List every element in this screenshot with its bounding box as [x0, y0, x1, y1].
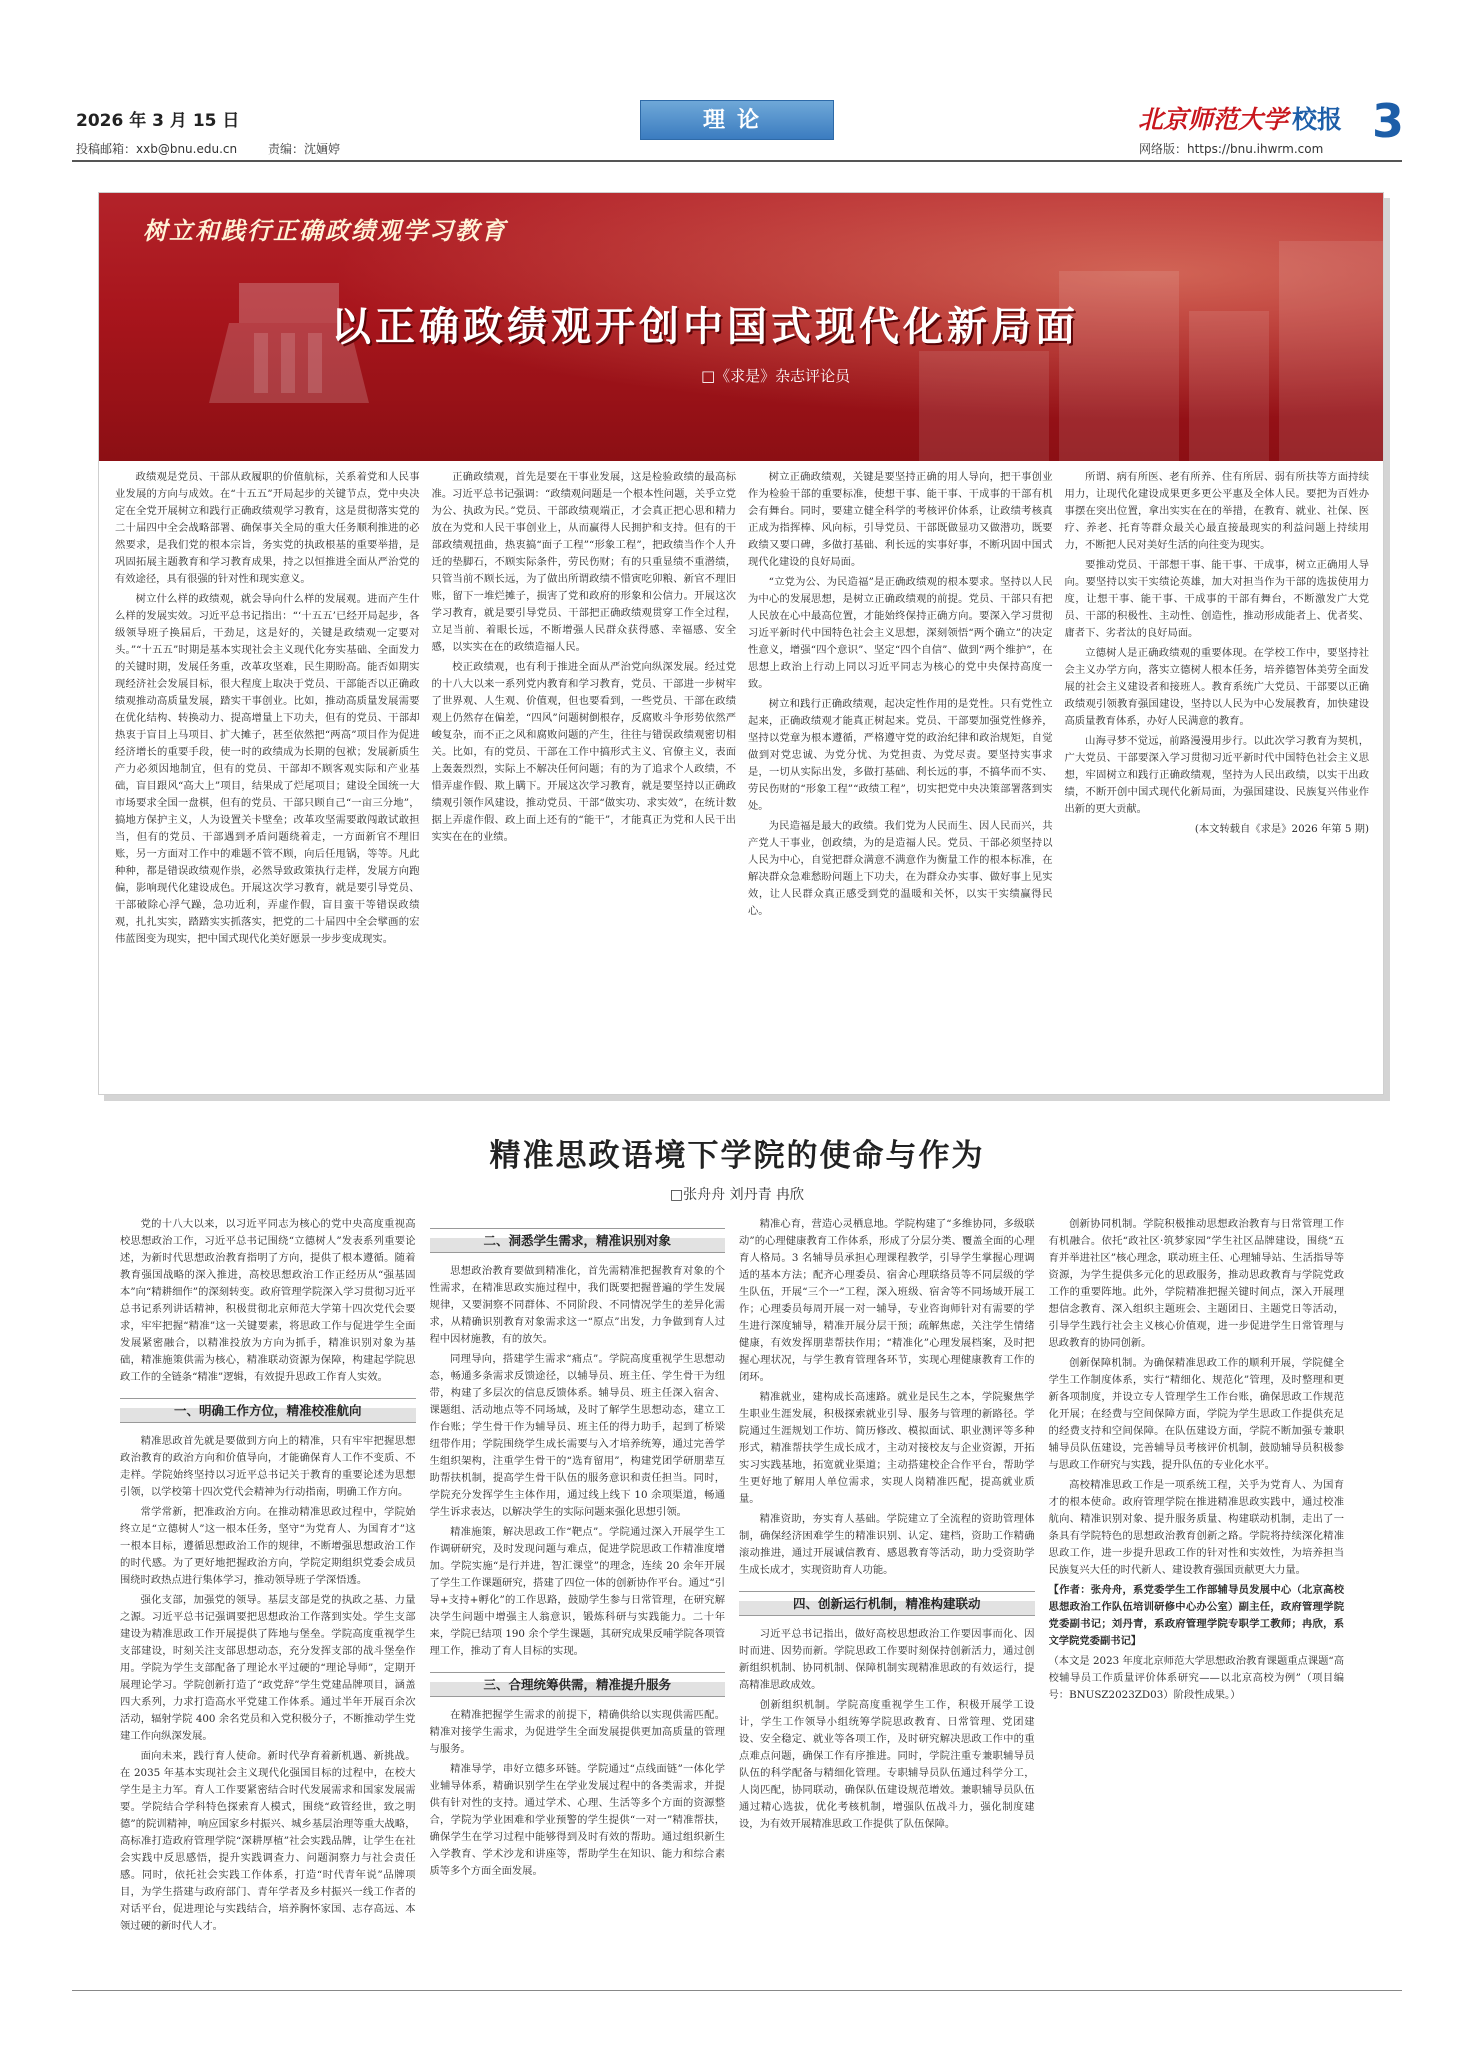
page-number: 3 [1371, 94, 1404, 148]
bottom-rule [72, 1990, 1402, 1991]
article-column [739, 1216, 1035, 1936]
paragraph: 精准资助，夯实育人基础。学院建立了全流程的资助管理体制，确保经济困难学生的精准识别、认定、建档，资助工作精确滚动推进，通过开展诚信教育、感恩教育等活动，助力受资助学生成长成才，实现资助育人功能。 [739, 1513, 1035, 1576]
series-title: 树立和践行正确政绩观学习教育 [143, 217, 507, 245]
masthead-rule [72, 160, 1402, 162]
paragraph: 面向未来，践行育人使命。新时代孕育着新机遇、新挑战。在 2035 年基本实现社会主义现代化强国目标的过程中，在校大学生是主力军。育人工作要紧密结合时代发展需求和国家发展需要。学院结合学科特色探索育人模式，围绕“政管经世，致之明德”的院训精神，响应国家乡村振兴、城乡基层治理等重大战略，高标准打造政府管理学院“深耕厚植”社会实践品牌，让学生在社会实践中反思感悟，提升实践调查力、问题洞察力与社会责任感。同时，依托社会实践工作体系，打造“时代青年说”品牌项目，为学生搭建与政府部门、青年学者及乡村振兴一线工作者的对话平台，促进理论与实践结合，培养胸怀家国、志存高远、本领过硬的新时代人才。 [120, 1750, 416, 1932]
banner-building [1189, 311, 1269, 461]
paragraph: 高校精准思政工作是一项系统工程，关乎为党育人、为国育才的根本使命。政府管理学院在推进精准思政实践中，通过校准航向、精准识别对象、提升服务质量、构建联动机制，走出了一条具有学院特色的思想政治教育创新之路。学院将持续深化精准思政工作，进一步提升思政工作的针对性和实效性，为培养担当民族复兴大任的时代新人、建设教育强国贡献更大力量。 [1048, 1479, 1344, 1576]
paragraph: 立德树人是正确政绩观的重要体现。在学校工作中，要坚持社会主义办学方向，落实立德树人根本任务，培养德智体美劳全面发展的社会主义建设者和接班人。教育系统广大党员、干部要以正确政绩观引领教育强国建设，坚持以人民为中心发展教育，加快建设高质量教育体系，办好人民满意的教育。 [1064, 647, 1369, 727]
paragraph: 要推动党员、干部想干事、能干事、干成事，树立正确用人导向。要坚持以实干实绩论英雄，加大对担当作为干部的选拔使用力度，让想干事、能干事、干成事的干部有舞台，不断激发广大党员、干部的积极性、主动性、创造性，推动形成能者上、优者奖、庸者下、劣者汰的良好局面。 [1064, 559, 1369, 639]
paragraph: “立党为公、为民造福”是正确政绩观的根本要求。坚持以人民为中心的发展思想，是树立正确政绩观的前提。党员、干部只有把人民放在心中最高位置，才能始终保持正确方向。要深入学习贯彻习近平新时代中国特色社会主义思想，深刻领悟“两个确立”的决定性意义，增强“四个意识”、坚定“四个自信”、做到“两个维护”，在思想上政治上行动上同以习近平同志为核心的党中央保持高度一致。 [748, 576, 1053, 690]
source-credit: (本文转载自《求是》2026 年第 5 期) [1194, 823, 1369, 835]
article-column [1049, 1216, 1345, 1936]
section-heading: 四、创新运行机制，精准构建联动 [739, 1591, 1035, 1616]
paragraph: 精准心育，营造心灵栖息地。学院构建了“多维协同，多级联动”的心理健康教育工作体系，形成了分层分类、覆盖全面的心理育人格局。3 名辅导员承担心理课程教学，引导学生掌握心理调适的基本方法；配齐心理委员、宿舍心理联络员等不同层级的学生队伍，开展“三个一”工程，深入班级、宿舍等不同场域开展工作；心理委员每周开展一对一辅导，专业咨询师针对有需要的学生进行深度辅导，精准开展分层干预；疏解焦虑，关注学生情绪健康，有效发挥朋辈帮扶作用；“精准化”心理发展档案，及时把握心理状况，与学生教育管理各环节，实现心理健康教育工作的闭环。 [739, 1218, 1035, 1383]
paragraph: 强化支部，加强党的领导。基层支部是党的执政之基、力量之源。习近平总书记强调要把思想政治工作落到实处。学生支部建设为精准思政工作开展提供了阵地与堡垒。学院高度重视学生支部建设，时刻关注支部思想动态，充分发挥支部的战斗堡垒作用。学院为学生支部配备了理论水平过硬的“理论导师”，定期开展理论学习。学院创新打造了“政党辞”学生党建品牌项目，涵盖四大系列，力求打造高水平党建工作体系。通过半年开展百余次活动，辐射学院 400 余名党员和入党积极分子，不断推动学生党建工作向纵深发展。 [120, 1594, 416, 1742]
feature-article [98, 192, 1384, 1095]
article-headline: 精准思政语境下学院的使命与作为 [489, 1138, 985, 1174]
paragraph: 精准施策，解决思政工作“靶点”。学院通过深入开展学生工作调研研究，及时发现问题与难点，促进学院思政工作精准度增加。学院实施“是行并进，智汇课堂”的理念，连续 20 余年开展了学生工作课题研究，搭建了四位一体的创新协作平台。通过“引导+支持+孵化”的工作思路，鼓励学生参与日常管理，在研究解决学生问题中增强主人翁意识，锻炼科研与实践能力。二十年来，学院已结项 190 余个学生课题，其研究成果反哺学院各项管理工作，推动了育人目标的实现。 [429, 1526, 725, 1657]
feature-column [115, 469, 420, 1089]
paragraph: 思想政治教育要做到精准化，首先需精准把握教育对象的个性需求，在精准思政实施过程中，我们既要把握普遍的学生发展规律，又要洞察不同群体、不同阶段、不同情况学生的差异化需求，从精确识别教育对象需求这一“原点”出发，力争做到育人过程中因材施教，有的放矢。 [429, 1265, 725, 1345]
banner-building [1279, 241, 1383, 461]
paragraph: 同理导向，搭建学生需求“痛点”。学院高度重视学生思想动态，畅通多条需求反馈途径，以辅导员、班主任、学生骨干为纽带，构建了多层次的信息反馈体系。辅导员、班主任深入宿舍、课题组、活动地点等不同场域，及时了解学生思想动态，建立工作台账；学生骨干作为辅导员、班主任的得力助手，起到了桥梁纽带作用；学院围绕学生成长需要与入才培养统筹，通过完善学生组织架构，注重学生骨干的“选育留用”，构建党团学研朋辈互助帮扶机制，提高学生骨干队伍的服务意识和责任担当。同时，学院充分发挥学生主体作用，通过线上线下 10 余项渠道，畅通学生诉求表达，以解决学生的实际问题来强化思想引领。 [429, 1353, 725, 1518]
paragraph: 创新协同机制。学院积极推动思想政治教育与日常管理工作有机融合。依托“政社区·筑梦家园”学生社区品牌建设，围绕“五育并举进社区”核心理念，联动班主任、心理辅导站、生活指导等资源，为学生提供多元化的思政服务，推动思政教育与学院党政工作的重要阵地。此外，学院精准把握关键时间点，深入开展理想信念教育、深入组织主题班会、主题团日、主题党日等活动，引导学生践行社会主义核心价值观，进一步促进学生日常管理与思政教育的协同创新。 [1048, 1218, 1344, 1349]
feature-banner [99, 193, 1383, 461]
paragraph: 精准就业，建构成长高速路。就业是民生之本，学院聚焦学生职业生涯发展，积极探索就业引导、服务与管理的新路径。学院通过生涯规划工作坊、简历修改、模拟面试、职业测评等多种形式，精准帮扶学生成长成才，主动对接校友与企业资源，开拓实习实践基地，拓宽就业渠道；主动搭建校企合作平台，帮助学生更好地了解用人单位需求，实现人岗精准匹配，提高就业质量。 [739, 1391, 1035, 1505]
logo-paper: 校报 [1292, 105, 1343, 134]
paragraph: 正确政绩观，首先是要在干事业发展，这是检验政绩的最高标准。习近平总书记强调：“政绩观问题是一个根本性问题，关乎立党为公、执政为民。”党员、干部政绩观端正，才会真正把心思和精力放在为党和人民干事创业上，从而赢得人民拥护和支持。但有的干部政绩观扭曲，热衷搞“面子工程”“形象工程”，把政绩当作个人升迁的垫脚石，不顾实际条件，劳民伤财；有的只重显绩不重潜绩，只管当前不顾长远，为了做出所谓政绩不惜寅吃卯粮、新官不理旧账，留下一堆烂摊子，损害了党和政府的形象和公信力。开展这次学习教育，就是要引导党员、干部把正确政绩观贯穿工作全过程，立足当前、着眼长远，不断增强人民群众获得感、幸福感、安全感，以实实在在的政绩造福人民。 [431, 471, 736, 653]
contact-email[interactable]: 投稿邮箱：xxb@bnu.edu.cn [76, 142, 238, 156]
editor-credit: 责编：沈婳婷 [268, 142, 341, 156]
paragraph: 树立和践行正确政绩观，起决定性作用的是党性。只有党性立起来，正确政绩观才能真正树起来。党员、干部要加强党性修养，坚持以党章为根本遵循，严格遵守党的政治纪律和政治规矩，自觉做到对党忠诚、为党分忧、为党担责、为党尽责。要坚持实事求是，一切从实际出发，多做打基础、利长远的事，不搞华而不实、劳民伤财的“形象工程”“政绩工程”，切实把党中央决策部署落到实处。 [748, 698, 1053, 812]
paragraph: 树立正确政绩观，关键是要坚持正确的用人导向，把干事创业作为检验干部的重要标准，使想干事、能干事、干成事的干部有机会有舞台。同时，要建立健全科学的考核评价体系，让政绩考核真正成为指挥棒、风向标，引导党员、干部既做显功又做潜功，既要政绩又要口碑，多做打基础、利长远的实事好事，不断巩固中国式现代化建设的良好局面。 [748, 471, 1053, 568]
paragraph: 在精准把握学生需求的前提下，精确供给以实现供需匹配。精准对接学生需求，为促进学生全面发展提供更加高质量的管理与服务。 [429, 1709, 725, 1755]
section-heading: 二、洞悉学生需求，精准识别对象 [430, 1228, 726, 1253]
paragraph: 校正政绩观，也有利于推进全面从严治党向纵深发展。经过党的十八大以来一系列党内教育和学习教育，党员、干部进一步树牢了世界观、人生观、价值观，但也要看到，一些党员、干部在政绩观上仍然存在偏差，“四风”问题树倒根存，反腐败斗争形势依然严峻复杂，而不正之风和腐败问题的产生，往往与错误政绩观密切相关。比如，有的党员、干部在工作中搞形式主义、官僚主义，表面上轰轰烈烈，实际上不解决任何问题；有的为了追求个人政绩，不惜弄虚作假、欺上瞒下。开展这次学习教育，就是要坚持以正确政绩观引领作风建设，推动党员、干部“做实功、求实效”，在统计数据上弄虚作假、政上面上还有的“能干”，才能真正为党和人民干出实实在在的业绩。 [431, 661, 736, 843]
paragraph: 山海寻梦不觉远，前路漫漫用步行。以此次学习教育为契机，广大党员、干部要深入学习贯彻习近平新时代中国特色社会主义思想，牢固树立和践行正确政绩观，坚持为人民出政绩，以实干出政绩，不断开创中国式现代化新局面，为强国建设、民族复兴伟业作出新的更大贡献。 [1064, 735, 1369, 815]
article-body [120, 1216, 1344, 1936]
article-byline: □张舟舟 刘丹青 冉欣 [669, 1187, 805, 1203]
masthead [72, 94, 1404, 160]
article-column [430, 1216, 726, 1936]
feature-column [432, 469, 737, 1089]
paragraph: 树立什么样的政绩观，就会导向什么样的发展观。进而产生什么样的发展实效。习近平总书记指出：“‘十五五’已经开局起步，各级领导班子换届后，干劲足，这是好的，关键是政绩观一定要对头。”“十五五”时期是基本实现社会主义现代化夯实基础、全面发力的关键时期，发展任务重，改革攻坚难，民生期盼高。能否如期实现经济社会发展目标，很大程度上取决于党员、干部能否以正确政绩观推动高质量发展，踏实干事创业。比如，推动高质量发展需要在优化结构、转换动力、提高增量上下功夫，但有的党员、干部却热衷于盲目上马项目、扩大摊子，甚至依然把“两高”项目作为促进经济增长的重要手段，使一时的政绩成为长期的包袱；发展新质生产力必须因地制宜，但有的党员、干部却不顾客观实际和产业基础，盲目跟风“高大上”项目，结果成了烂尾项目；建设全国统一大市场要求全国一盘棋，但有的党员、干部只顾自己“一亩三分地”，搞地方保护主义，人为设置关卡壁垒；改革攻坚需要敢闯敢试敢担当，但有的党员、干部遇到矛盾问题绕着走，一方面新官不理旧账，另一方面对工作中的难题不管不顾，向后任甩锅，等等。凡此种种，都是错误政绩观作祟，必然导致政策执行走样，发展方向跑偏，影响现代化建设成色。开展这次学习教育，就是要引导党员、干部破除心浮气躁，急功近利，弄虚作假，盲目蛮干等错误政绩观，扎扎实实，踏踏实实抓落实，把党的二十届四中全会擘画的宏伟蓝图变为现实，把中国式现代化美好愿景一步步变成现实。 [115, 593, 420, 945]
section-label: 理论 [640, 100, 834, 140]
issue-date: 2026 年 3 月 15 日 [76, 111, 240, 131]
section-heading: 一、明确工作方位，精准校准航向 [120, 1398, 416, 1423]
paragraph: 精准导学，串好立德多环链。学院通过“点线面链”一体化学业辅导体系，精确识别学生在学业发展过程中的各类需求，并提供有针对性的支持。通过学术、心理、生活等多个方面的资源整合，学院为学业困难和学业预警的学生提供“一对一”精准帮扶，确保学生在学习过程中能够得到及时有效的帮助。通过组织新生入学教育、学术沙龙和讲座等，帮助学生在知识、能力和综合素质等多个方面全面发展。 [429, 1763, 725, 1877]
paragraph: 常学常新，把准政治方向。在推动精准思政过程中，学院始终立足“立德树人”这一根本任务，坚守“为党育人、为国育才”这一根本目标，遵循思想政治工作的规律，不断增强思想政治工作的时代感。为了更好地把握政治方向，学院定期组织党委会成员围绕时政热点进行集体学习，推动领导班子学深悟透。 [120, 1506, 416, 1586]
paragraph: 所谓、病有所医、老有所养、住有所居、弱有所扶等方面持续用力，让现代化建设成果更多更公平惠及全体人民。要把为百姓办事摆在突出位置，拿出实实在在的举措，在教育、就业、社保、医疗、养老、托育等群众最关心最直接最现实的利益问题上持续用力，不断把人民对美好生活的向往变为现实。 [1064, 471, 1369, 551]
feature-column [748, 469, 1053, 1089]
banner-building [919, 351, 1049, 461]
newspaper-logo [1138, 100, 1342, 136]
author-note: 【作者：张舟舟，系党委学生工作部辅导员发展中心（北京高校思想政治工作队伍培训研修中心办公室）副主任，政府管理学院党委副书记；刘丹青，系政府管理学院专职学工教师；冉欣，系文学院党委副书记】 [1048, 1584, 1344, 1647]
project-note: （本文是 2023 年度北京师范大学思想政治教育课题重点课题“高校辅导员工作质量评价体系研究——以北京高校为例”（项目编号：BNUSZ2023ZD03）阶段性成果。） [1048, 1655, 1344, 1701]
feature-column [1065, 469, 1370, 1089]
section-heading: 三、合理统筹供需，精准提升服务 [430, 1672, 726, 1697]
feature-headline: 以正确政绩观开创中国式现代化新局面 [331, 304, 1079, 350]
paragraph: 创新保障机制。为确保精准思政工作的顺利开展，学院健全学生工作制度体系，实行“精细化、规范化”管理，及时整理和更新各项制度，并设立专人管理学生工作台账，确保思政工作规范化开展；在经费与空间保障方面，学院为学生思政工作提供充足的经费支持和空间保障。在队伍建设方面，学院不断加强专兼职辅导员队伍建设，完善辅导员考核评价机制，鼓励辅导员积极参与思政工作研究与实践，提升队伍的专业化水平。 [1048, 1357, 1344, 1471]
paragraph: 为民造福是最大的政绩。我们党为人民而生、因人民而兴，共产党人干事业，创政绩，为的是造福人民。党员、干部必须坚持以人民为中心，自觉把群众满意不满意作为衡量工作的根本标准，在解决群众急难愁盼问题上下功夫，在为群众办实事、做好事上见实效，让人民群众真正感受到党的温暖和关怀，以实干实绩赢得民心。 [748, 820, 1053, 917]
paragraph: 精准思政首先就是要做到方向上的精准，只有牢牢把握思想政治教育的政治方向和价值导向，才能确保育人工作不变质、不走样。学院始终坚持以习近平总书记关于教育的重要论述为思想引领，以学校第十四次党代会精神为行动指南，明确工作方向。 [120, 1435, 416, 1498]
paragraph: 党的十八大以来，以习近平同志为核心的党中央高度重视高校思想政治工作，习近平总书记围绕“立德树人”发表系列重要论述，为新时代思想政治教育指明了方向，提供了根本遵循。随着教育强国战略的深入推进，高校思想政治工作正经历从“强基固本”向“精耕细作”的深刻转变。政府管理学院深入学习贯彻习近平总书记系列讲话精神，积极贯彻北京师范大学第十四次党代会要求，牢牢把握“精准”这一关键要素，将思政工作与促进学生全面发展紧密融合，以精准投放为方向为抓手，精准识别对象为基础，精准施策供需为核心，精准联动资源为保障，构建起学院思政工作的全链条“精准”逻辑，有效提升思政工作育人实效。 [120, 1218, 416, 1383]
logo-name: 北京师范大学 [1138, 105, 1289, 134]
feature-byline: □《求是》杂志评论员 [701, 367, 851, 385]
paragraph: 习近平总书记指出，做好高校思想政治工作要因事而化、因时而进、因势而新。学院思政工作要时刻保持创新活力，通过创新组织机制、协同机制、保障机制实现精准思政的有效运行，提高精准思政成效。 [739, 1628, 1035, 1691]
feature-body [115, 469, 1369, 1089]
article-column [120, 1216, 416, 1936]
website-link[interactable]: 网络版：https://bnu.ihwrm.com [1139, 142, 1324, 156]
paragraph: 政绩观是党员、干部从政履职的价值航标，关系着党和人民事业发展的方向与成效。在“十五五”开局起步的关键节点，党中央决定在全党开展树立和践行正确政绩观学习教育，这是贯彻落实党的二十届四中全会战略部署、确保事关全局的重大任务顺利推进的必然要求，是我们党的根本宗旨，务实党的执政根基的重要举措，是巩固拓展主题教育和学习教育成果，持之以恒推进全面从严治党的有效途径，具有很强的针对性和现实意义。 [115, 471, 420, 585]
paragraph: 创新组织机制。学院高度重视学生工作，积极开展学工设计，学生工作领导小组统筹学院思政教育、日常管理、党团建设、安全稳定、就业等各项工作，及时研究解决思政工作中的重点难点问题，确保工作有序推进。同时，学院注重专兼职辅导员队伍的科学配备与精细化管理。专职辅导员队伍通过科学分工，人岗匹配，协同联动，确保队伍建设规范增效。兼职辅导员队伍通过精心选拔，优化考核机制，增强队伍战斗力，强化制度建设，为有效开展精准思政工作提供了队伍保障。 [739, 1699, 1035, 1830]
